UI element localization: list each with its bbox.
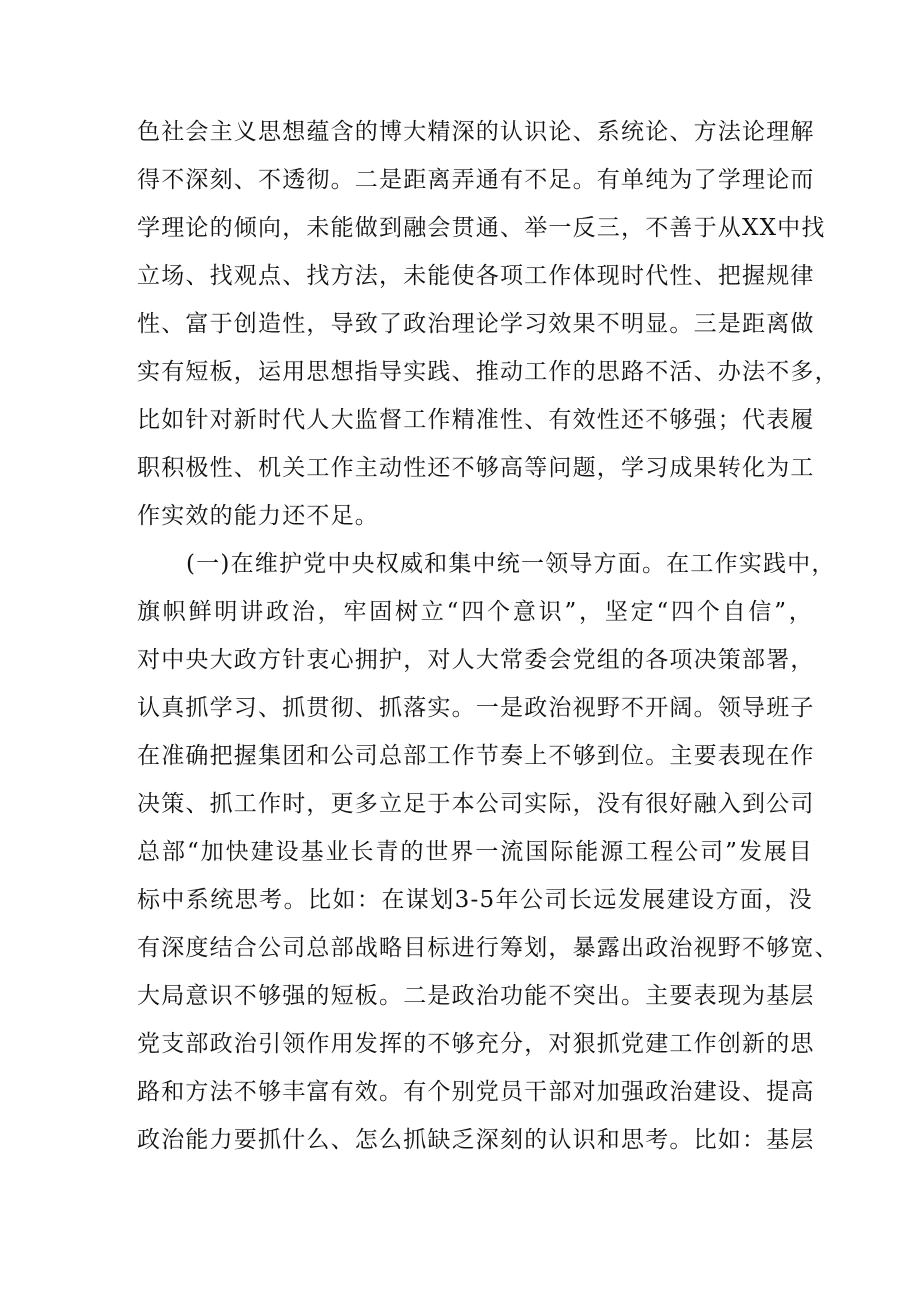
body-text-line: 立场、找观点、找方法，未能使各项工作体现时代性、把握规律 xyxy=(137,263,815,289)
body-text-line: 路和方法不够丰富有效。有个别党员干部对加强政治建设、提高 xyxy=(137,1079,815,1105)
body-text-line: 大局意识不够强的短板。二是政治功能不突出。主要表现为基层 xyxy=(137,983,815,1009)
body-text-line: 职积极性、机关工作主动性还不够高等问题，学习成果转化为工 xyxy=(137,455,815,481)
body-text-line: 旗帜鲜明讲政治，牢固树立“四个意识”，坚定“四个自信”， xyxy=(137,599,813,625)
body-text-line: 作实效的能力还不足。 xyxy=(137,503,379,529)
body-text-line: 在准确把握集团和公司总部工作节奏上不够到位。主要表现在作 xyxy=(137,743,815,769)
body-text-line: 对中央大政方针衷心拥护，对人大常委会党组的各项决策部署， xyxy=(137,647,815,673)
body-text-line: 总部“加快建设基业长青的世界一流国际能源工程公司”发展目 xyxy=(137,839,813,865)
section-heading-line: (一)在维护党中央权威和集中统一领导方面。在工作实践中， xyxy=(186,551,836,577)
body-text-line: 得不深刻、不透彻。二是距离弄通有不足。有单纯为了学理论而 xyxy=(137,167,815,193)
body-text-line: 决策、抓工作时，更多立足于本公司实际，没有很好融入到公司 xyxy=(137,791,815,817)
body-text-line: 比如针对新时代人大监督工作精准性、有效性还不够强；代表履 xyxy=(137,407,815,433)
body-text-line: 有深度结合公司总部战略目标进行筹划，暴露出政治视野不够宽、 xyxy=(137,935,839,961)
body-text-line: 实有短板，运用思想指导实践、推动工作的思路不活、办法不多， xyxy=(137,359,839,385)
body-text-line: 党支部政治引领作用发挥的不够充分，对狠抓党建工作创新的思 xyxy=(137,1031,815,1057)
body-text-line: 认真抓学习、抓贯彻、抓落实。一是政治视野不开阔。领导班子 xyxy=(137,695,815,721)
body-text-line: 学理论的倾向，未能做到融会贯通、举一反三，不善于从XX中找 xyxy=(137,215,826,241)
body-text-line: 色社会主义思想蕴含的博大精深的认识论、系统论、方法论理解 xyxy=(137,119,815,145)
body-text-line: 性、富于创造性，导致了政治理论学习效果不明显。三是距离做 xyxy=(137,311,815,337)
body-text-line: 政治能力要抓什么、怎么抓缺乏深刻的认识和思考。比如：基层 xyxy=(137,1127,815,1153)
body-text-line: 标中系统思考。比如：在谋划3-5年公司长远发展建设方面，没 xyxy=(137,887,813,913)
